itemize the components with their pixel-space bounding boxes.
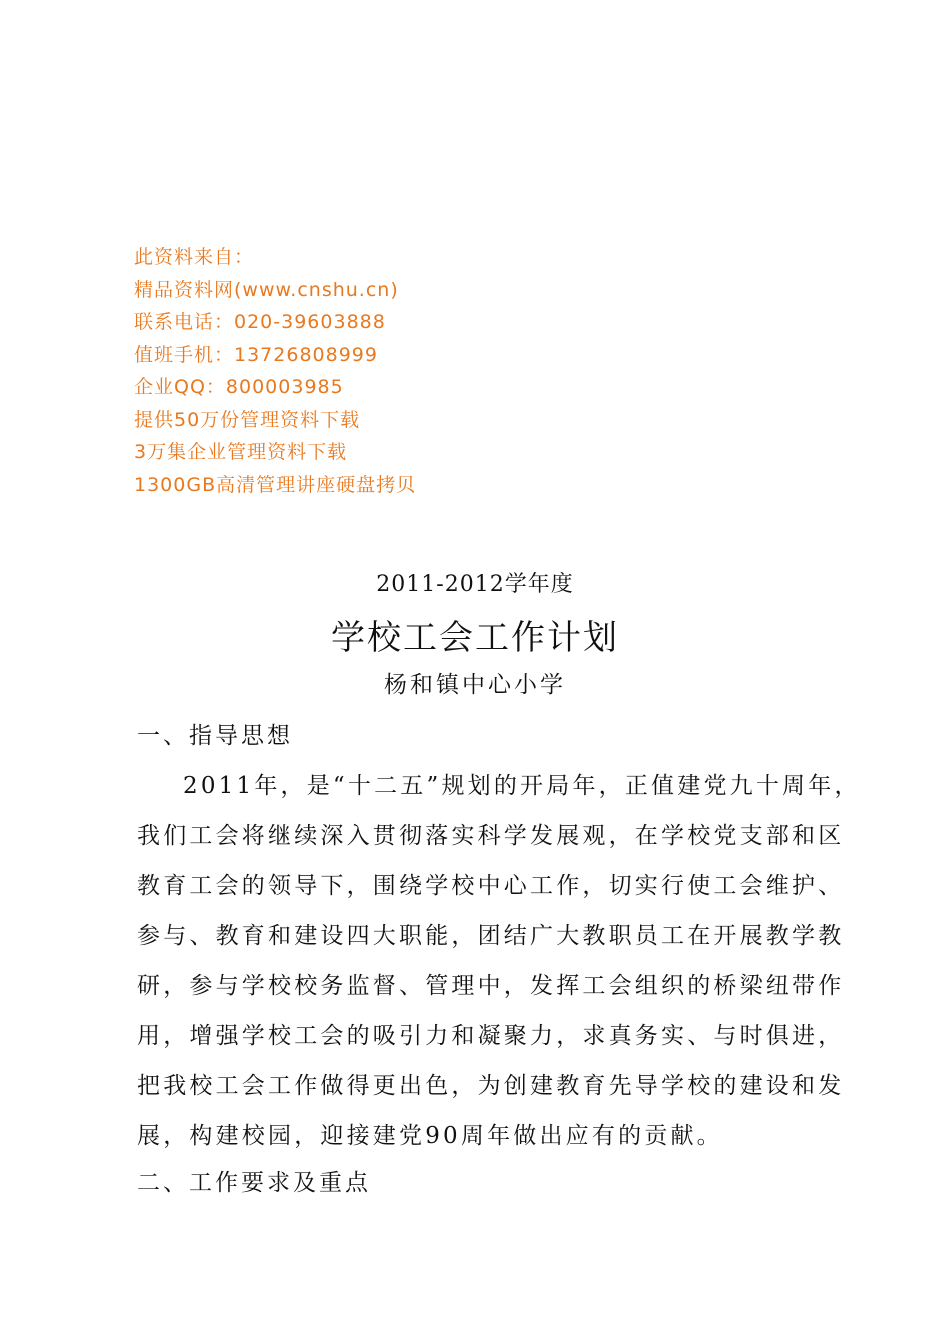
paragraph-line: 2011年，是“十二五”规划的开局年，正值建党九十周年， — [183, 773, 861, 799]
source-website-line: 精品资料网(www.cnshu.cn) — [134, 278, 399, 301]
school-name: 杨和镇中心小学 — [384, 672, 566, 698]
section-heading-guiding-ideology: 一、指导思想 — [137, 723, 293, 749]
document-title: 学校工会工作计划 — [331, 618, 619, 658]
paragraph-line: 展，构建校园，迎接建党90周年做出应有的贡献。 — [137, 1123, 723, 1149]
paragraph-line: 参与、教育和建设四大职能，团结广大教职员工在开展教学教 — [137, 923, 845, 949]
paragraph-line: 研，参与学校校务监督、管理中，发挥工会组织的桥梁纽带作 — [137, 973, 845, 999]
guiding-ideology-paragraph — [137, 761, 861, 1161]
source-info-line: 此资料来自： — [134, 246, 255, 268]
source-offer-line: 3万集企业管理资料下载 — [134, 441, 348, 463]
paragraph-line: 用，增强学校工会的吸引力和凝聚力，求真务实、与时俱进， — [137, 1023, 845, 1049]
paragraph-line: 我们工会将继续深入贯彻落实科学发展观，在学校党支部和区 — [137, 823, 845, 849]
source-info-block — [134, 241, 416, 501]
paragraph-line: 把我校工会工作做得更出色，为创建教育先导学校的建设和发 — [137, 1073, 845, 1099]
source-mobile-line: 值班手机：13726808999 — [134, 343, 378, 366]
source-offer-line: 1300GB高清管理讲座硬盘拷贝 — [134, 473, 417, 496]
academic-year: 2011-2012学年度 — [376, 572, 574, 597]
section-heading-work-requirements: 二、工作要求及重点 — [137, 1170, 371, 1196]
source-phone-line: 联系电话：020-39603888 — [134, 311, 386, 333]
paragraph-line: 教育工会的领导下，围绕学校中心工作，切实行使工会维护、 — [137, 873, 845, 899]
source-qq-line: 企业QQ：800003985 — [134, 376, 344, 398]
source-offer-line: 提供50万份管理资料下载 — [134, 408, 361, 431]
